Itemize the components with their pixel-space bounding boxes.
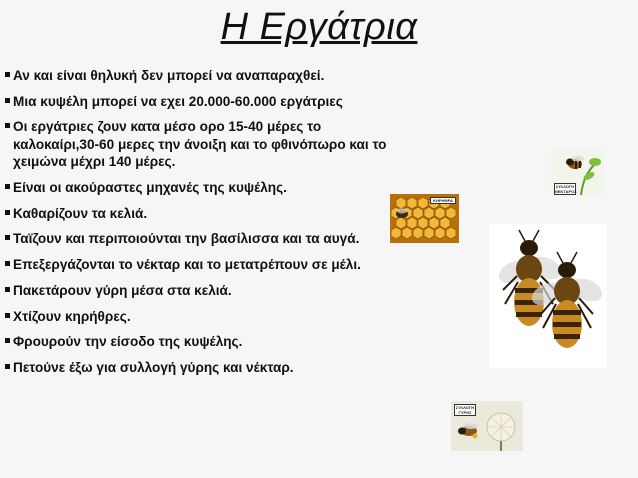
bullet-marker (5, 313, 10, 318)
bullet-text: Επεξεργάζονται το νέκταρ και το μετατρέπουν σε μέλι. (13, 257, 361, 273)
flower-label: ΣΥΛΛΟΓΗ ΝΕΚΤΑΡΟΣ (555, 184, 577, 194)
bullet-item (5, 118, 393, 171)
bullet-item (5, 282, 393, 300)
bullet-item (5, 67, 393, 85)
bullet-text: Φρουρούν την είσοδο της κυψέλης. (13, 334, 243, 350)
bullet-item (5, 179, 393, 197)
bullet-marker (5, 364, 10, 369)
honeycomb-label: ΚΗΡΗΘΡΑ (430, 197, 456, 204)
bullet-text: Χτίζουν κηρήθρες. (13, 308, 131, 324)
bullet-marker (5, 261, 10, 266)
bee-pollen-photo (451, 401, 523, 451)
bullet-text: Οι εργάτριες ζουν κατα μέσο ορο 15-40 μέρες το καλοκαίρι,30-60 μερες την άνοιξη και το φθινόπωρο και το χειμώνα μέχρι 140 μέρες. (13, 119, 387, 170)
bullet-text: Ταϊζουν και περιποιούνται την βασίλισσα και τα αυγά. (13, 231, 360, 247)
bullet-item (5, 359, 393, 377)
pollen-label: ΣΥΛΛΟΓΗ ΓΥΡΗΣ (455, 405, 475, 415)
bullet-marker (5, 235, 10, 240)
bullet-marker (5, 287, 10, 292)
bullet-marker (5, 210, 10, 215)
bullet-item (5, 256, 393, 274)
bullet-marker (5, 184, 10, 189)
bullet-text: Καθαρίζουν τα κελιά. (13, 205, 148, 221)
two-bees-icon (489, 224, 607, 368)
bullet-list (5, 67, 393, 385)
bullet-text: Μια κυψέλη μπορεί να εχει 20.000-60.000 εργάτριες (13, 93, 343, 109)
two-bees-photo (489, 224, 607, 368)
bullet-marker (5, 98, 10, 103)
bullet-marker (5, 123, 10, 128)
bullet-text: Είναι οι ακούραστες μηχανές της κυψέλης. (13, 180, 287, 196)
bullet-text: Πακετάρουν γύρη μέσα στα κελιά. (13, 282, 232, 298)
bullet-item (5, 93, 393, 111)
bullet-item (5, 333, 393, 351)
honeycomb-photo (390, 194, 459, 243)
bullet-item (5, 308, 393, 326)
bullet-text: Αν και είναι θηλυκή δεν μπορεί να αναπαραχθεί. (13, 68, 325, 83)
bee-flower-photo (551, 150, 604, 195)
bullet-marker (5, 338, 10, 343)
slide-title: Η Εργάτρια (220, 6, 418, 48)
bullet-item (5, 205, 393, 223)
bullet-item (5, 230, 393, 248)
bullet-marker (5, 72, 10, 77)
bullet-text: Πετούνε έξω για συλλογή γύρης και νέκταρ. (13, 359, 294, 375)
